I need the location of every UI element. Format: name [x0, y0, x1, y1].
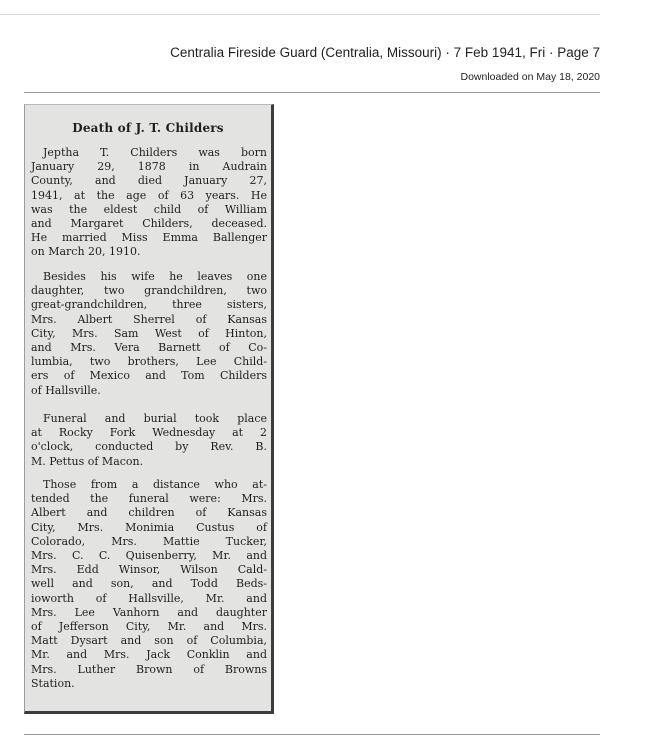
paragraph-birth — [31, 146, 267, 260]
text-line: daughter, two grandchildren, two — [31, 284, 267, 298]
text-line: Matt Dysart and son of Columbia, — [31, 634, 267, 648]
text-line: tended the funeral were: Mrs. — [31, 492, 267, 506]
text-line: ers of Mexico and Tom Childers — [31, 369, 267, 383]
text-line: at Rocky Fork Wednesday at 2 — [31, 426, 267, 440]
text-line: Mrs. Edd Winsor, Wilson Cald- — [31, 563, 267, 577]
text-line: of Hallsville. — [31, 383, 101, 397]
text-line: Those from a distance who at- — [43, 478, 267, 491]
text-line: of Jefferson City, Mr. and Mrs. — [31, 620, 267, 634]
clipping-title: Death of J. T. Childers — [72, 121, 224, 135]
text-line: well and son, and Todd Beds- — [31, 577, 267, 591]
text-line: Mr. and Mrs. Jack Conklin and — [31, 648, 267, 662]
text-line: Funeral and burial took place — [43, 412, 267, 425]
text-line: lumbia, two brothers, Lee Child- — [31, 355, 267, 369]
newspaper-clipping — [24, 104, 274, 714]
text-line: great-grandchildren, three sisters, — [31, 298, 267, 312]
download-date: Downloaded on May 18, 2020 — [460, 71, 600, 83]
text-line: on March 20, 1910. — [31, 245, 141, 259]
text-line: ioworth of Hallsville, Mr. and — [31, 591, 267, 605]
paragraph-attendees — [31, 478, 267, 691]
citation-header: Centralia Fireside Guard (Centralia, Missouri) · 7 Feb 1941, Fri · Page 7 — [170, 45, 600, 60]
text-line: Mrs. C. C. Quisenberry, Mr. and — [31, 549, 267, 563]
bottom-divider — [24, 734, 600, 735]
text-line: January 29, 1878 in Audrain — [31, 160, 267, 174]
text-line: 1941, at the age of 63 years. He — [31, 188, 267, 202]
text-line: Besides his wife he leaves one — [43, 270, 267, 283]
text-line: Albert and children of Kansas — [31, 506, 267, 520]
text-line: was the eldest child of William — [31, 202, 267, 216]
text-line: M. Pettus of Macon. — [31, 454, 144, 468]
text-line: Mrs. Albert Sherrel of Kansas — [31, 312, 267, 326]
text-line: City, Mrs. Monimia Custus of — [31, 520, 267, 534]
text-line: Colorado, Mrs. Mattie Tucker, — [31, 534, 267, 548]
text-line: and Margaret Childers, deceased. — [31, 217, 267, 231]
text-line: City, Mrs. Sam West of Hinton, — [31, 326, 267, 340]
text-line: and Mrs. Vera Barnett of Co- — [31, 341, 267, 355]
text-line: County, and died January 27, — [31, 174, 267, 188]
text-line: o'clock, conducted by Rev. B. — [31, 440, 267, 454]
text-line: Station. — [31, 676, 75, 690]
text-line: Mrs. Luther Brown of Browns — [31, 662, 267, 676]
header-divider — [24, 92, 600, 93]
paragraph-funeral — [31, 412, 267, 469]
text-line: Mrs. Lee Vanhorn and daughter — [31, 605, 267, 619]
top-divider — [0, 14, 600, 15]
text-line: Jeptha T. Childers was born — [43, 146, 267, 159]
text-line: He married Miss Emma Ballenger — [31, 231, 267, 245]
paragraph-survivors — [31, 270, 267, 398]
